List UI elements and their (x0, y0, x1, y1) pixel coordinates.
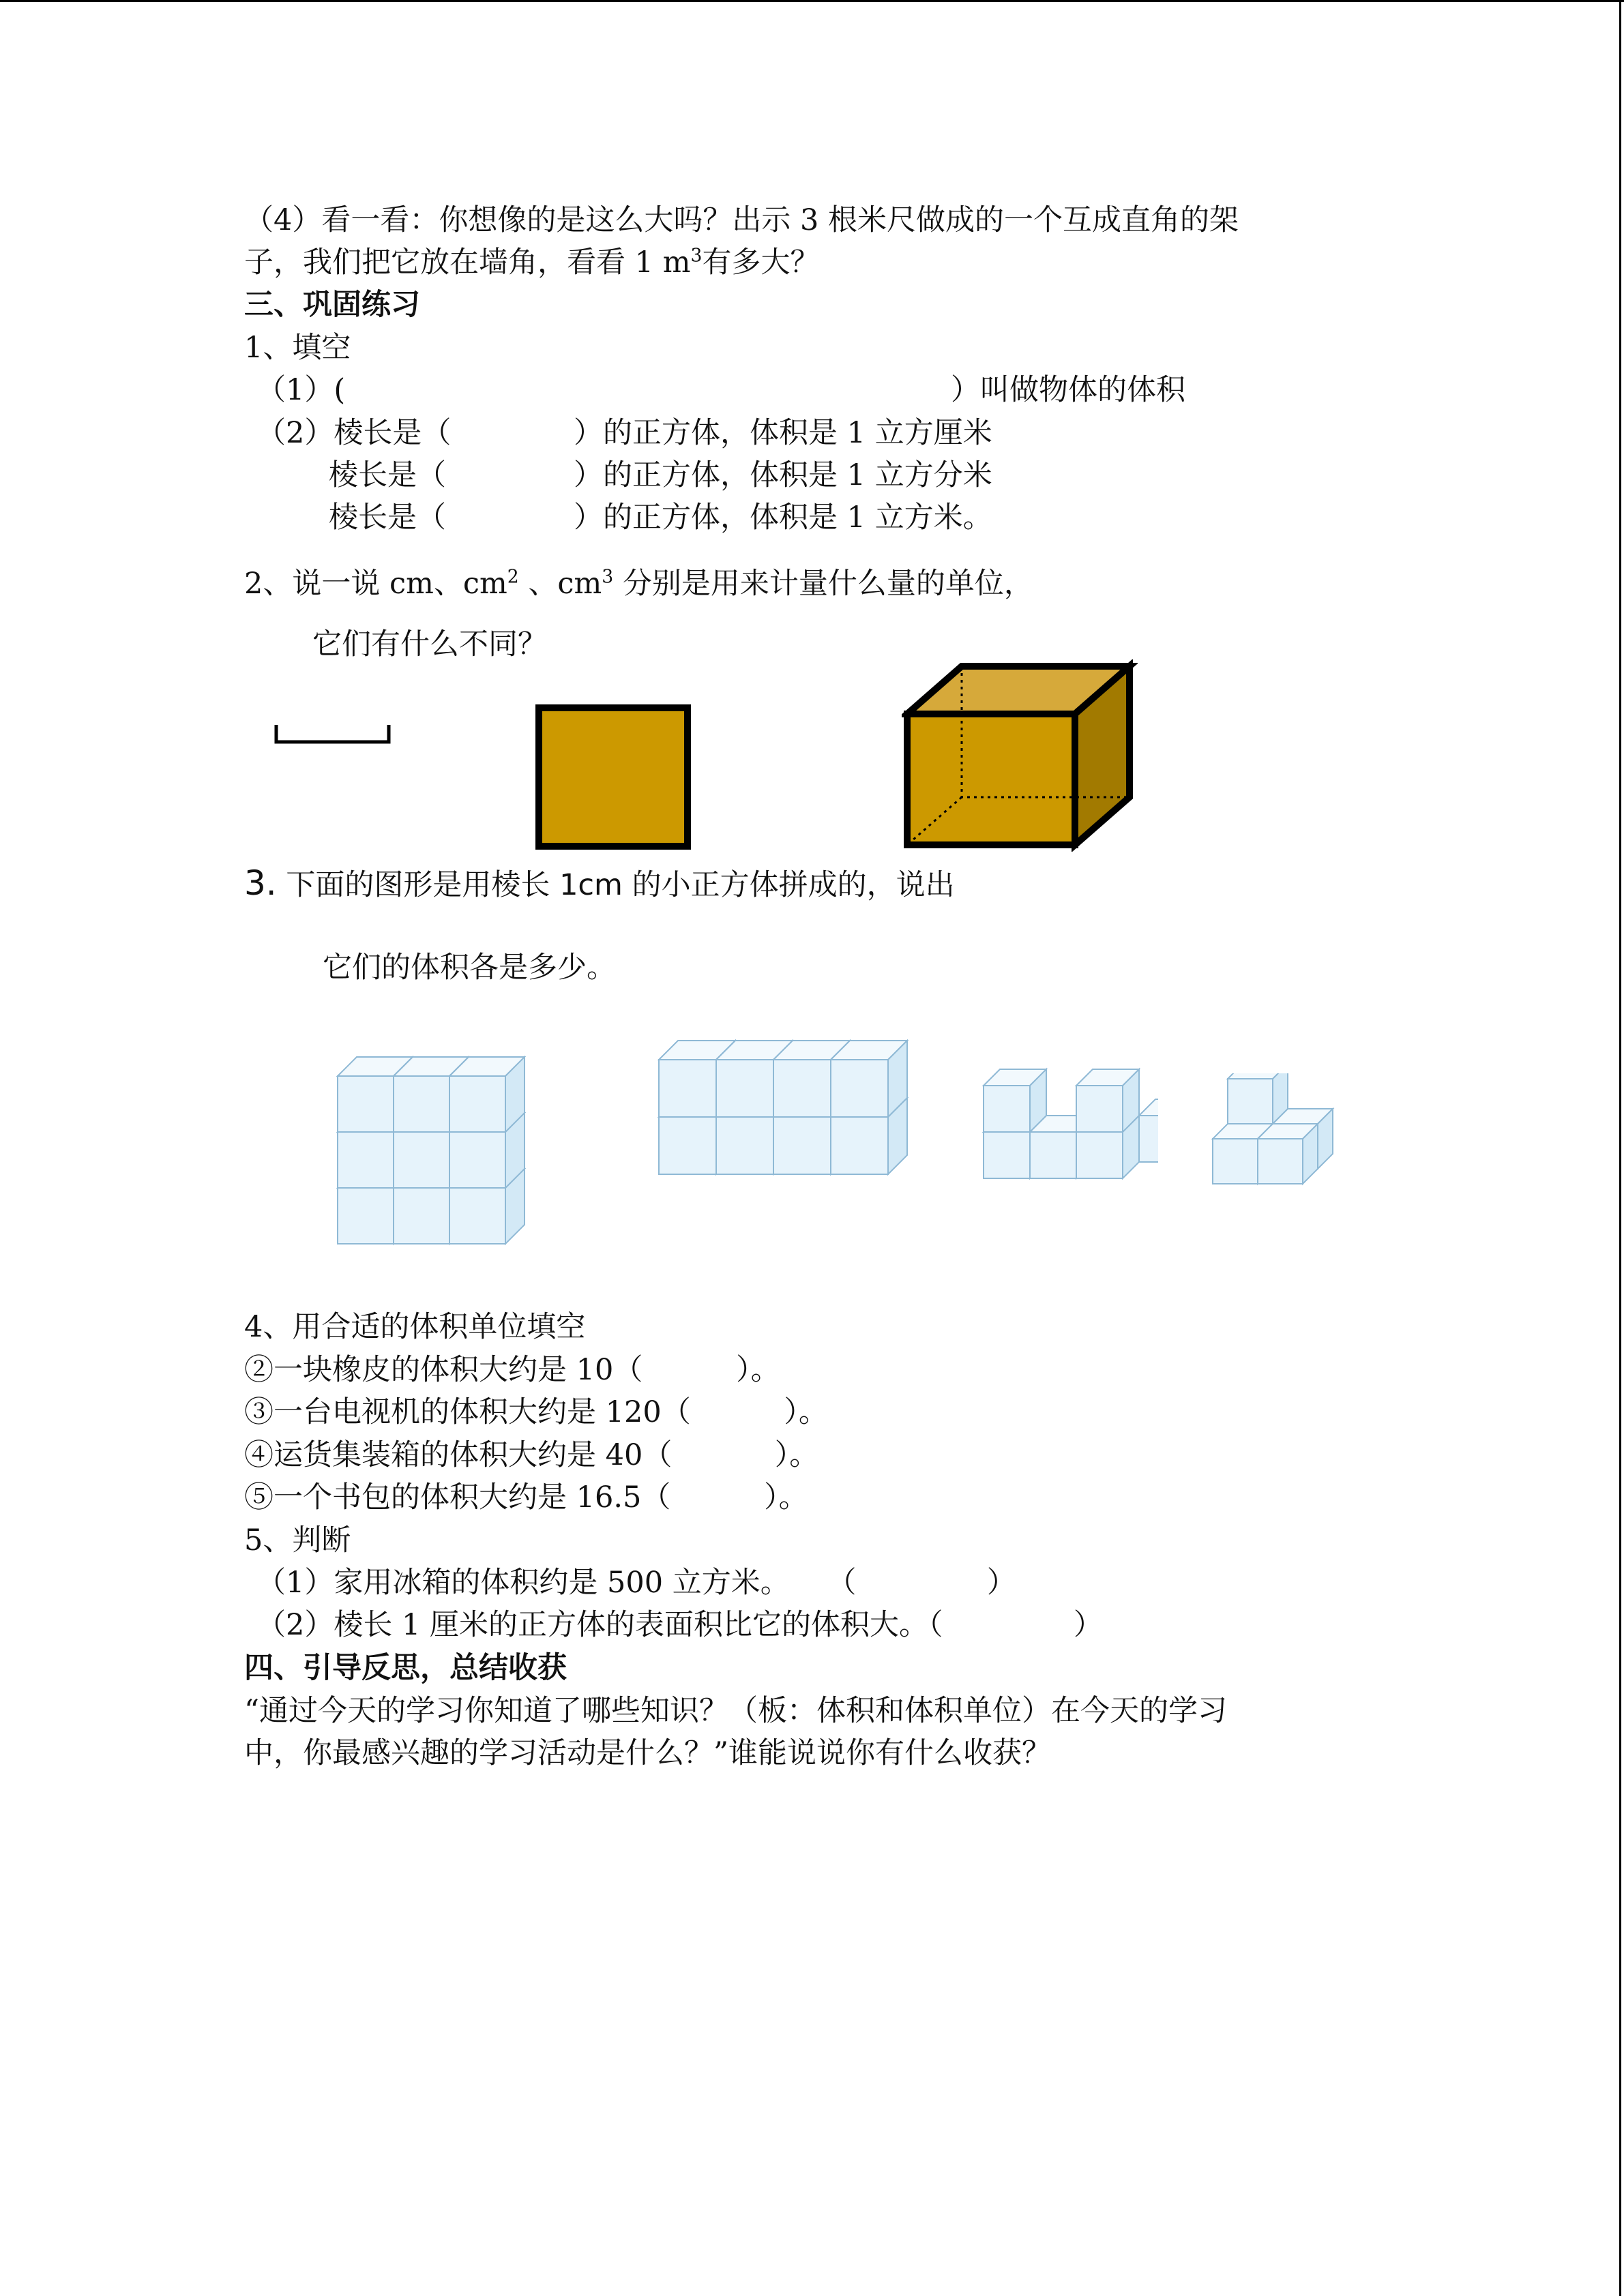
cube-figure (902, 659, 1138, 852)
q1-item-2-a: （2）棱长是（ (256, 416, 452, 450)
q4-item: ②一块橡皮的体积大约是 10（ ）。 (244, 1353, 780, 1387)
length-segment-figure (269, 719, 396, 747)
q2-line-1: 2、说一说 cm、$cm^2$ 、$cm^3$ 分别是用来计量什么量的单位， (244, 566, 1033, 601)
q1-item-3-a: 棱长是（ (329, 458, 446, 492)
cube-stack-3x3-figure (335, 1056, 533, 1250)
unit-cube (831, 1041, 907, 1117)
unit-cube (1258, 1124, 1318, 1184)
q1-item-4-a: 棱长是（ (329, 501, 446, 535)
q5-item: （1）家用冰箱的体积约是 500 立方米。 （ ） (256, 1566, 1016, 1600)
summary-line-2: 中，你最感兴趣的学习活动是什么？”谁能说说你有什么收获？ (244, 1736, 1051, 1770)
q4-title: 4、用合适的体积单位填空 (244, 1310, 586, 1344)
q1-title: 1、填空 (244, 331, 351, 365)
look-line-2: 子，我们把它放在墙角，看看 1 $m^3$有多大？ (244, 245, 820, 280)
look-line-1: （4）看一看：你想像的是这么大吗？出示 3 根米尺做成的一个互成直角的架 (244, 203, 1239, 237)
q2-line-2: 它们有什么不同？ (312, 627, 547, 661)
q1-item-1-b: ）叫做物体的体积 (951, 373, 1185, 407)
section4-title: 四、引导反思，总结收获 (244, 1651, 567, 1685)
page-top-border (0, 0, 1624, 2)
q1-item-1-a: （1）( (256, 373, 346, 407)
q4-item: ⑤一个书包的体积大约是 16.5（ ）。 (244, 1480, 808, 1515)
unit-cube (1139, 1099, 1158, 1162)
q1-item-4-b: ）的正方体，体积是 1 立方米。 (574, 501, 992, 535)
cube-stack-u-figure (981, 1065, 1158, 1181)
summary-line-1: “通过今天的学习你知道了哪些知识？（板：体积和体积单位）在今天的学习 (244, 1694, 1227, 1728)
q3-line-2: 它们的体积各是多少。 (323, 951, 616, 985)
unit-cube (1076, 1069, 1139, 1132)
cube-stack-corner-figure (1210, 1073, 1336, 1196)
q5-title: 5、判断 (244, 1523, 351, 1557)
q4-item: ④运货集装箱的体积大约是 40（ ）。 (244, 1438, 819, 1472)
section3-title: 三、巩固练习 (244, 288, 420, 322)
q1-item-3-b: ）的正方体，体积是 1 立方分米 (574, 458, 992, 492)
unit-cube (449, 1057, 525, 1132)
unit-cube (984, 1069, 1046, 1132)
q5-item: （2）棱长 1 厘米的正方体的表面积比它的体积大。（ ） (256, 1608, 1103, 1642)
q4-item: ③一台电视机的体积大约是 120（ ）。 (244, 1395, 828, 1429)
q3-line-1: 3. 下面的图形是用棱长 1cm 的小正方体拼成的，说出 (244, 863, 955, 903)
square-figure (535, 704, 692, 850)
page-right-border (1619, 0, 1621, 2296)
unit-cube (1228, 1073, 1288, 1124)
cube-stack-4x2-figure (656, 1039, 915, 1179)
q1-item-2-b: ）的正方体，体积是 1 立方厘米 (574, 416, 992, 450)
